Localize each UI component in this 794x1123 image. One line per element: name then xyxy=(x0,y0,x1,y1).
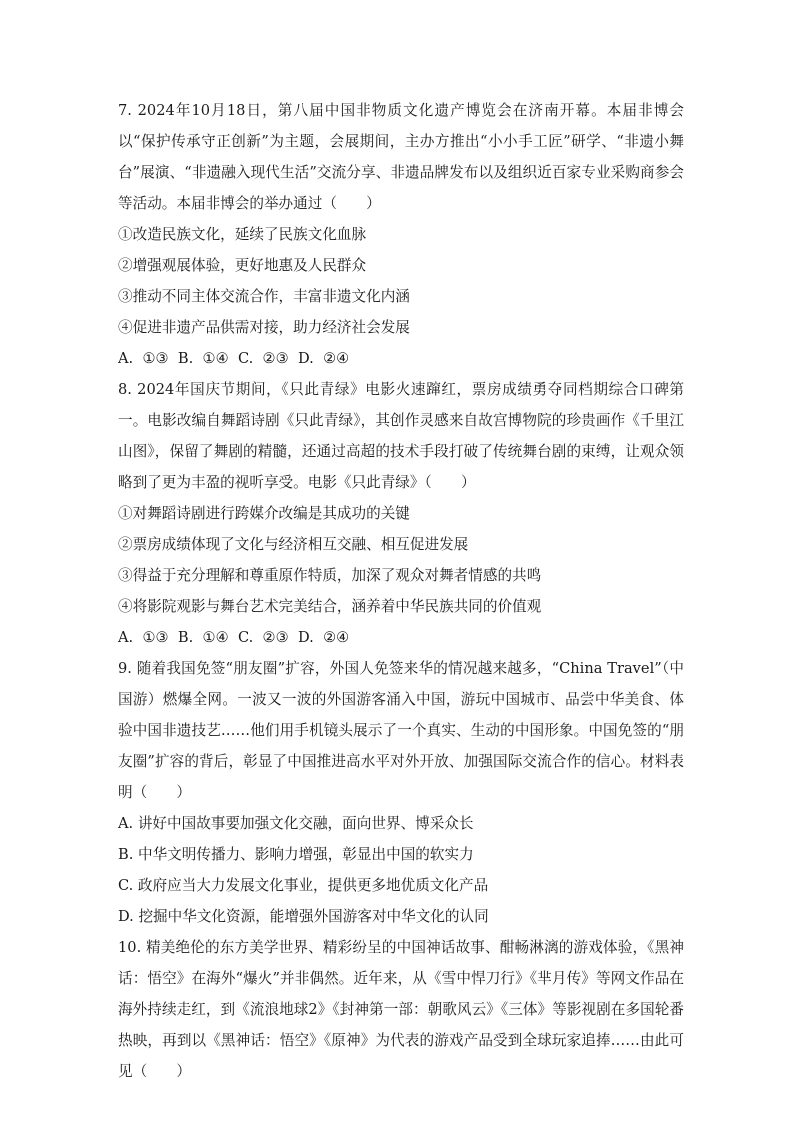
question-7 xyxy=(118,95,684,374)
question-stem: 10. 精美绝伦的东方美学世界、精彩纷呈的中国神话故事、酣畅淋漓的游戏体验，《黑神话：悟空》在海外“爆火”并非偶然。近年来，从《雪中悍刀行》《芈月传》等网文作品在海外持续走红，到《流浪地球2》《封神第一部：朝歌风云》《三体》等影视剧在多国轮番热映，再到以《黑神话：悟空》《原神》为代表的游戏产品受到全球玩家追捧……由此可见（ ） xyxy=(118,939,684,1080)
option-item: ②票房成绩体现了文化与经济相互交融、相互促进发展 xyxy=(118,536,469,553)
option-item: ②增强观展体验，更好地惠及人民群众 xyxy=(118,257,367,274)
option-item: ③得益于充分理解和尊重原作特质，加深了观众对舞者情感的共鸣 xyxy=(118,567,542,584)
option-item: ④促进非遗产品供需对接，助力经济社会发展 xyxy=(118,319,410,336)
question-stem: 9. 随着我国免签“朋友圈”扩容，外国人免签来华的情况越来越多，“China Travel”（中国游）燃爆全网。一波又一波的外国游客涌入中国，游玩中国城市、品尝中华美食、体验中国非遗技艺……他们用手机镜头展示了一个真实、生动的中国形象。中国免签的“朋友圈”扩容的背后，彰显了中国推进高水平对外开放、加强国际交流合作的信心。材料表明（ ） xyxy=(118,660,684,801)
question-8 xyxy=(118,374,684,653)
option-item: ①改造民族文化，延续了民族文化血脉 xyxy=(118,226,367,243)
option-item: ③推动不同主体交流合作，丰富非遗文化内涵 xyxy=(118,288,410,305)
option-item: C. 政府应当大力发展文化事业，提供更多地优质文化产品 xyxy=(118,877,489,894)
question-stem: 8. 2024年国庆节期间，《只此青绿》电影火速蹿红，票房成绩勇夺同档期综合口碑第一。电影改编自舞蹈诗剧《只此青绿》，其创作灵感来自故宫博物院的珍贵画作《千里江山图》，保留了舞剧的精髓，还通过高超的技术手段打破了传统舞台剧的束缚，让观众领略到了更为丰盈的视听享受。电影《只此青绿》（ ） xyxy=(118,381,684,491)
question-10 xyxy=(118,932,684,1087)
option-item: D. 挖掘中华文化资源，能增强外国游客对中华文化的认同 xyxy=(118,908,489,925)
question-stem: 7. 2024年10月18日，第八届中国非物质文化遗产博览会在济南开幕。本届非博会以“保护传承守正创新”为主题，会展期间，主办方推出“小小手工匠”研学、“非遗小舞台”展演、“非遗融入现代生活”交流分享、非遗品牌发布以及组织近百家专业采购商参会等活动。本届非博会的举办通过（ ） xyxy=(118,102,684,212)
option-item: ④将影院观影与舞台艺术完美结合，涵养着中华民族共同的价值观 xyxy=(118,598,542,615)
answer-choices: A. ①③ B. ①④ C. ②③ D. ②④ xyxy=(118,350,350,367)
answer-choices: A. ①③ B. ①④ C. ②③ D. ②④ xyxy=(118,629,350,646)
option-item: ①对舞蹈诗剧进行跨媒介改编是其成功的关键 xyxy=(118,505,410,522)
document-page xyxy=(118,95,684,1087)
option-item: A. 讲好中国故事要加强文化交融，面向世界、博采众长 xyxy=(118,815,474,832)
option-item: B. 中华文明传播力、影响力增强，彰显出中国的软实力 xyxy=(118,846,474,863)
question-9 xyxy=(118,653,684,932)
